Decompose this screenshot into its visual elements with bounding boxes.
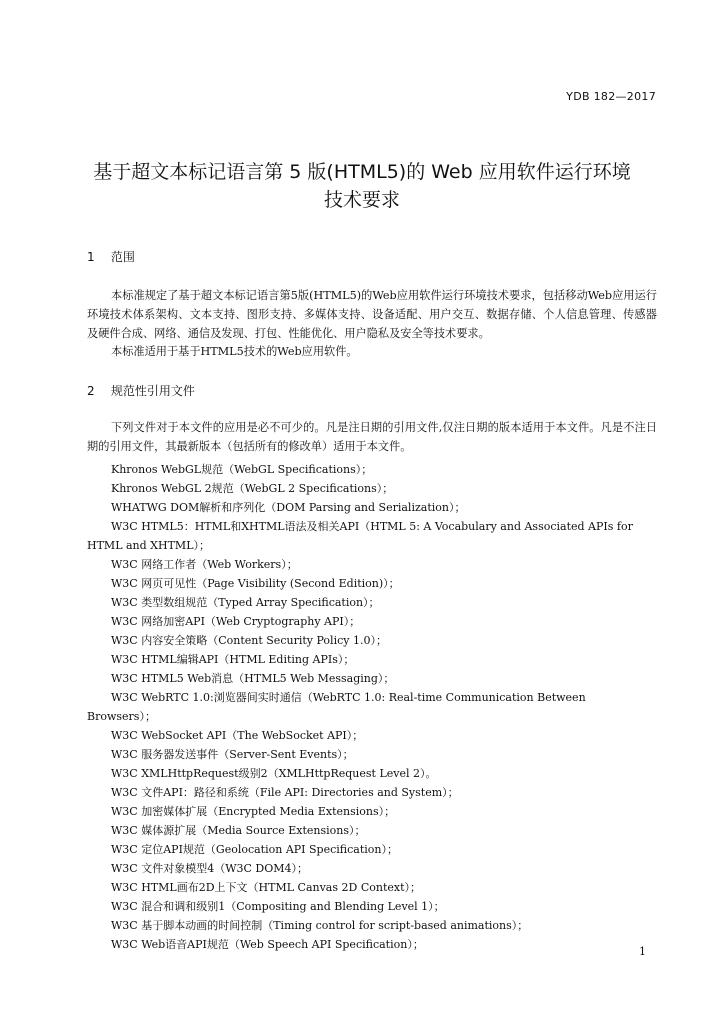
section-number: 2 [87,384,95,398]
reference-list [87,460,657,954]
title-line-1: 基于超文本标记语言第 5 版(HTML5)的 Web 应用软件运行环境 [93,161,631,183]
reference-item: W3C 加密媒体扩展（Encrypted Media Extensions）； [111,805,396,818]
reference-item: W3C 混合和调和级别1（Compositing and Blending Level 1）； [111,900,445,913]
title-line-2: 技术要求 [323,189,400,211]
scope-applicability-paragraph: 本标准适用于基于HTML5技术的Web应用软件。 [111,345,358,358]
reference-item: W3C 网页可见性（Page Visibility (Second Edition)）； [111,577,400,590]
section-number: 1 [87,250,95,264]
normative-intro-paragraph: 下列文件对于本文件的应用是必不可少的。凡是注日期的引用文件,仅注日期的版本适用于本文件。凡是不注日期的引用文件，其最新版本（包括所有的修改单）适用于本文件。 [87,421,657,453]
reference-item: W3C Web语音API规范（Web Speech API Specification）； [111,938,424,951]
reference-item: W3C HTML画布2D上下文（HTML Canvas 2D Context）； [111,881,421,894]
reference-item: W3C WebRTC 1.0:浏览器间实时通信（WebRTC 1.0: Real-time Communication Between Browsers）； [87,691,586,723]
scope-paragraph: 本标准规定了基于超文本标记语言第5版(HTML5)的Web应用软件运行环境技术要求，包括移动Web应用运行环境技术体系架构、文本支持、图形支持、多媒体支持、设备适配、用户交互、数据存储、个人信息管理、传感器及硬件合成、网络、通信及发现、打包、性能优化、用户隐私及安全等技术要求。 [87,289,657,340]
reference-item: W3C WebSocket API（The WebSocket API）； [111,729,364,742]
reference-item: W3C 类型数组规范（Typed Array Specification）； [111,596,380,609]
reference-item: W3C 文件对象模型4（W3C DOM4）； [111,862,309,875]
reference-item: W3C 文件API：路径和系统（File API: Directories and System）； [111,786,459,799]
reference-item: W3C 内容安全策略（Content Security Policy 1.0）； [111,634,387,647]
reference-item: W3C HTML5：HTML和XHTML语法及相关API（HTML 5: A Vocabulary and Associated APIs for HTML and XHTML）； [87,520,633,552]
section-title: 规范性引用文件 [110,384,195,398]
standard-code: YDB 182—2017 [566,90,656,103]
reference-item: W3C 定位API规范（Geolocation API Specification）； [111,843,398,856]
section-heading-scope [87,248,135,265]
reference-item: W3C 基于脚本动画的时间控制（Timing control for script-based animations）； [111,919,529,932]
reference-item: Khronos WebGL 2规范（WebGL 2 Specifications）； [111,482,394,495]
section-title: 范围 [110,250,135,264]
reference-item: W3C HTML编辑API（HTML Editing APIs）； [111,653,355,666]
page-number: 1 [639,945,646,958]
reference-item: Khronos WebGL规范（WebGL Specifications）； [111,463,373,476]
section-heading-normative-references [87,382,195,399]
reference-item: W3C 服务器发送事件（Server-Sent Events）； [111,748,354,761]
reference-item: W3C HTML5 Web消息（HTML5 Web Messaging）； [111,672,395,685]
reference-item: W3C 网络工作者（Web Workers）； [111,558,298,571]
document-title [0,158,724,214]
reference-item: W3C 网络加密API（Web Cryptography API）； [111,615,361,628]
reference-item: W3C 媒体源扩展（Media Source Extensions）； [111,824,366,837]
reference-item: WHATWG DOM解析和序列化（DOM Parsing and Serialization）； [111,501,466,514]
reference-item: W3C XMLHttpRequest级别2（XMLHttpRequest Level 2）。 [111,767,437,780]
